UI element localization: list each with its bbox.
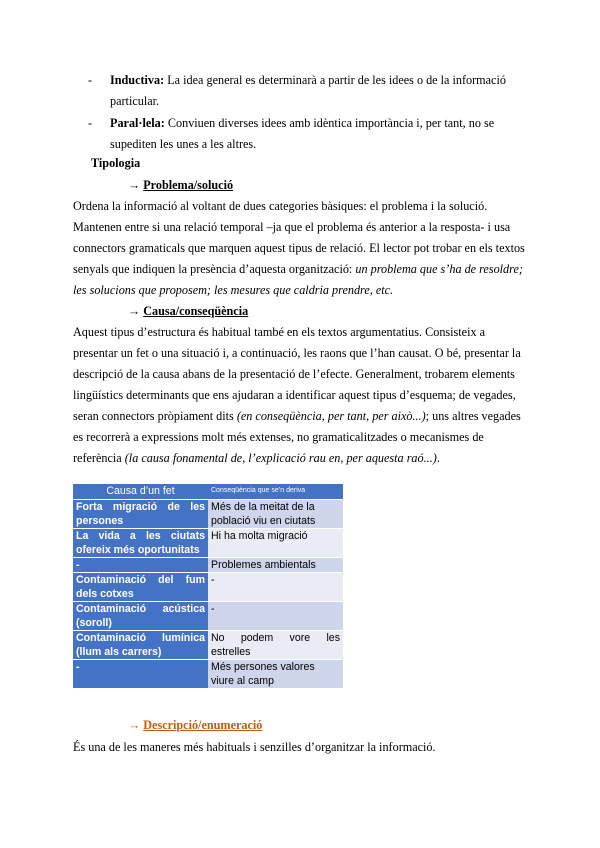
effect-cell: Hi ha molta migració <box>208 529 343 558</box>
table-row <box>73 500 343 529</box>
cause-cell: - <box>73 558 208 573</box>
example-italic: (la causa fonamental de, l’explicació rau en, per aquesta raó...) <box>124 451 437 465</box>
causa-line: presentar un fet o una situació i, a continuació, les raons que l’han causat. O bé, presentar la <box>73 346 521 360</box>
table-row <box>73 602 343 631</box>
effect-cell: No podem vore les estrelles <box>208 631 343 660</box>
causa-line: seran connectors pròpiament dits (en conseqüència, per tant, per això...); uns altres vegades <box>73 409 521 423</box>
bullet-text: La idea general es determinarà a partir de les idees o de la informació particular. <box>110 73 506 108</box>
section-heading-problema <box>128 175 233 196</box>
arrow-icon: → <box>128 178 144 192</box>
effect-cell: Més persones valores viure al camp <box>208 660 343 689</box>
table-header-cell: Causa d’un fet <box>73 484 208 500</box>
bullet-parallela <box>88 113 528 155</box>
tipologia-heading: Tipologia <box>91 156 141 170</box>
effect-cell: - <box>208 602 343 631</box>
descripcio-line: És una de les maneres més habituals i senzilles d’organitzar la informació. <box>73 740 436 754</box>
bullet-inductiva <box>88 70 528 112</box>
bullet-text: Conviuen diverses idees amb idèntica importància i, per tant, no se supediten les unes a les altres. <box>110 116 495 151</box>
cause-cell: La vida a les ciutats ofereix més oportunitats <box>73 529 208 558</box>
problema-line: Mantenen entre si una relació temporal –ja que el problema és anterior a la resposta- i usa <box>73 220 511 234</box>
table-header-row <box>73 484 343 500</box>
problema-line: senyals que indiquen la presència d’aquesta organització: un problema que s’ha de resoldre; <box>73 262 523 276</box>
example-italic: un problema que s’ha de resoldre; <box>355 262 523 276</box>
table-header-cell: Conseqüència que se’n deriva <box>208 484 343 500</box>
cause-cell: Contaminació del fum dels cotxes <box>73 573 208 602</box>
effect-cell: - <box>208 573 343 602</box>
example-italic: (en conseqüència, per tant, per això...) <box>236 409 426 423</box>
arrow-icon: → <box>128 718 144 732</box>
effect-cell: Problemes ambientals <box>208 558 343 573</box>
problema-line: les solucions que proposem; les mesures que caldria prendre, etc. <box>73 283 394 297</box>
bullet-term: Inductiva: <box>110 73 165 87</box>
table-row <box>73 529 343 558</box>
table-row <box>73 660 343 689</box>
problema-line: Ordena la informació al voltant de dues categories bàsiques: el problema i la solució. <box>73 199 488 213</box>
cause-effect-table <box>73 484 343 689</box>
table-row <box>73 631 343 660</box>
cause-cell: Contaminació acústica (soroll) <box>73 602 208 631</box>
problema-line: connectors gramaticals que marquen aquest tipus de relació. El lector pot trobar en els textos <box>73 241 525 255</box>
section-heading-causa <box>128 301 248 322</box>
section-title: Descripció/enumeració <box>143 718 263 732</box>
causa-line: es recorrerà a expressions molt més extenses, no gramaticalitzades o mecanismes de <box>73 430 484 444</box>
section-heading-descripcio <box>128 715 262 736</box>
bullet-dash: - <box>88 116 93 130</box>
section-title: Problema/solució <box>143 178 234 192</box>
section-title: Causa/conseqüència <box>143 304 249 318</box>
table-row <box>73 573 343 602</box>
causa-line: lingüístics determinants que ens ajudaran a identificar aquest tipus d’esquema; de vegades, <box>73 388 516 402</box>
bullet-dash: - <box>88 73 93 87</box>
cause-cell: Contaminació lumínica (llum als carrers) <box>73 631 208 660</box>
effect-cell: Més de la meitat de la població viu en ciutats <box>208 500 343 529</box>
causa-line: Aquest tipus d’estructura és habitual també en els textos argumentatius. Consisteix a <box>73 325 486 339</box>
cause-cell: Forta migració de les persones <box>73 500 208 529</box>
causa-line: descripció de la causa abans de la presentació de l’efecte. Generalment, trobarem elements <box>73 367 515 381</box>
arrow-icon: → <box>128 304 144 318</box>
table-row <box>73 558 343 573</box>
causa-line: referència (la causa fonamental de, l’explicació rau en, per aquesta raó...). <box>73 451 440 465</box>
bullet-term: Paral·lela: <box>110 116 165 130</box>
cause-cell: - <box>73 660 208 689</box>
